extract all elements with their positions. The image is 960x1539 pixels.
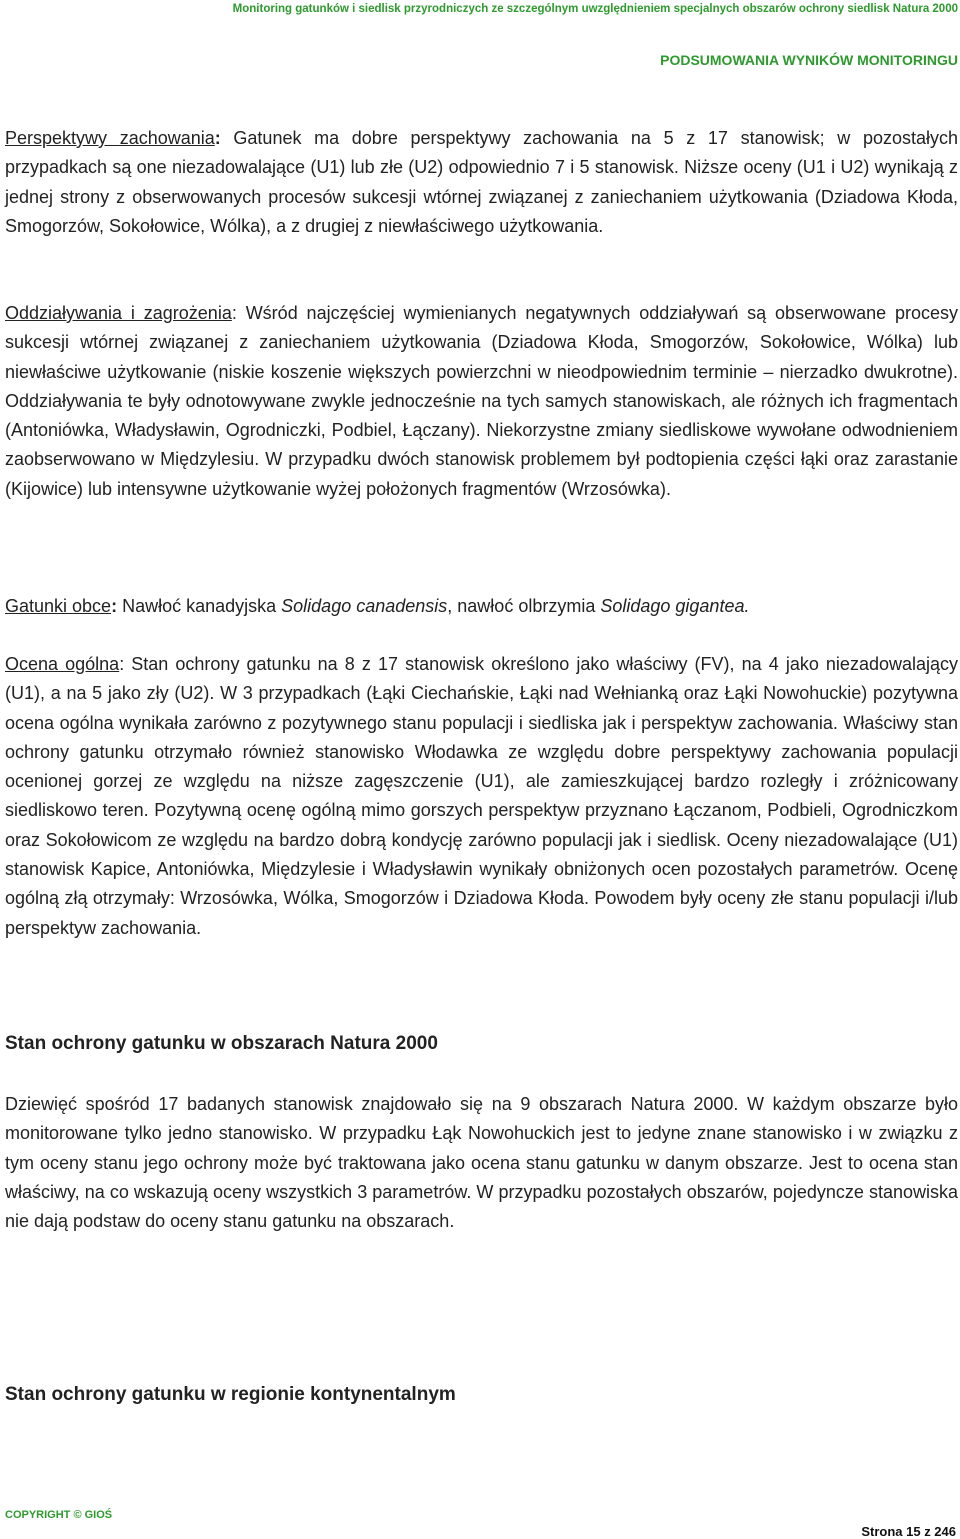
section-oddzialywania bbox=[5, 299, 958, 504]
oddzialywania-text: Wśród najczęściej wymienianych negatywnych oddziaływań są obserwowane procesy sukcesji wtórnej związanej z zaniechaniem użytkowania (Dziadowa Kłoda, Smogorzów, Sokołowice, Wólka) lub niewłaściwe użytkowanie (niskie koszenie większych powierzchni w nieodpowiednim terminie – nierzadko dwukrotne). Oddziaływania te były odnotowywane zwykle jednocześnie na tych samych stanowiskach, ale różnych ich fragmentach (Antoniówka, Władysławin, Ogrodniczki, Podbiel, Łączany). Niekorzystne zmiany siedliskowe wywołane odwodnieniem zaobserwowano w Międzylesiu. W przypadku dwóch stanowisk problemem był podtopienia części łąki oraz zarastanie (Kijowice) lub intensywne użytkowanie wyżej położonych fragmentów (Wrzosówka). bbox=[5, 303, 958, 499]
oddzialywania-sep: : bbox=[231, 303, 237, 323]
obce-label: Gatunki obce bbox=[5, 596, 112, 616]
obce-sep: : bbox=[111, 596, 118, 616]
section-gatunki-obce bbox=[5, 592, 958, 621]
footer-page-number: Strona 15 z 246 bbox=[861, 1524, 956, 1539]
ocena-label: Ocena ogólna bbox=[5, 654, 120, 674]
header-title: Monitoring gatunków i siedlisk przyrodniczych ze szczególnym uwzględnieniem specjalnych obszarów ochrony siedlisk Natura 2000 bbox=[232, 3, 958, 15]
header-subtitle: PODSUMOWANIA WYNIKÓW MONITORINGU bbox=[660, 52, 958, 68]
ocena-text: Stan ochrony gatunku na 8 z 17 stanowisk określono jako właściwy (FV), na 4 jako niezadowalający (U1), a na 5 jako zły (U2). W 3 przypadkach (Łąki Ciechańskie, Łąki nad Wełnianką oraz Łąki Nowohuckie) pozytywna ocena ogólna wynikała zarówno z pozytywnego stanu populacji i siedliska jak i perspektyw zachowania. Właściwy stan ochrony gatunku otrzymało również stanowisko Włodawka ze względu dobre perspektywy zachowania populacji ocenionej gorzej ze względu na niższe zagęszczenie (U1), ale zamieszkującej bardzo rozległy i zróżnicowany siedliskowo teren. Pozytywną ocenę ogólną mimo gorszych perspektyw przyznano Łączanom, Podbieli, Ogrodniczkom oraz Sokołowicom ze względu na bardzo dobrą kondycję zarówno populacji jak i siedlisk. Oceny niezadowalające (U1) stanowisk Kapice, Antoniówka, Międzylesie i Władysławin wynikały obniżonych ocen pozostałych parametrów. Ocenę ogólną złą otrzymały: Wrzosówka, Wólka, Smogorzów i Dziadowa Kłoda. Powodem były oceny złe stanu populacji i/lub perspektyw zachowania. bbox=[5, 654, 959, 938]
perspektywy-sep: : bbox=[214, 128, 221, 148]
obce-italic1: Solidago canadensis bbox=[281, 596, 448, 616]
footer-copyright: COPYRIGHT © GIOŚ bbox=[5, 1509, 113, 1521]
perspektywy-text: Gatunek ma dobre perspektywy zachowania na 5 z 17 stanowisk; w pozostałych przypadkach są one niezadowalające (U1) lub złe (U2) odpowiednio 7 i 5 stanowisk. Niższe oceny (U1 i U2) wynikają z jednej strony z obserwowanych procesów sukcesji wtórnej związanej z zaniechaniem użytkowania (Dziadowa Kłoda, Smogorzów, Sokołowice, Wólka), a z drugiej z niewłaściwego użytkowania. bbox=[5, 128, 958, 236]
heading-region: Stan ochrony gatunku w regionie kontynentalnym bbox=[5, 1384, 456, 1405]
obce-text2: , nawłoć olbrzymia bbox=[447, 596, 601, 616]
perspektywy-label: Perspektywy zachowania bbox=[5, 128, 215, 148]
ocena-sep: : bbox=[119, 654, 125, 674]
oddzialywania-label: Oddziaływania i zagrożenia bbox=[5, 303, 232, 323]
section-natura-text: Dziewięć spośród 17 badanych stanowisk znajdowało się na 9 obszarach Natura 2000. W każdym obszarze było monitorowane tylko jedno stanowisko. W przypadku Łąk Nowohuckich jest to jedyne znane stanowisko i w związku z tym oceny stanu jego ochrony może być traktowana jako ocena stanu gatunku w danym obszarze. Jest to ocena stan właściwy, na co wskazują oceny wszystkich 3 parametrów. W przypadku pozostałych obszarów, pojedyncze stanowiska nie dają podstaw do oceny stanu gatunku na obszarach. bbox=[5, 1094, 958, 1232]
section-ocena-ogolna bbox=[5, 650, 958, 943]
section-perspektywy bbox=[5, 124, 958, 241]
heading-natura: Stan ochrony gatunku w obszarach Natura 2000 bbox=[5, 1033, 438, 1054]
obce-italic2: Solidago gigantea. bbox=[600, 596, 750, 616]
obce-text1: Nawłoć kanadyjska bbox=[117, 596, 282, 616]
